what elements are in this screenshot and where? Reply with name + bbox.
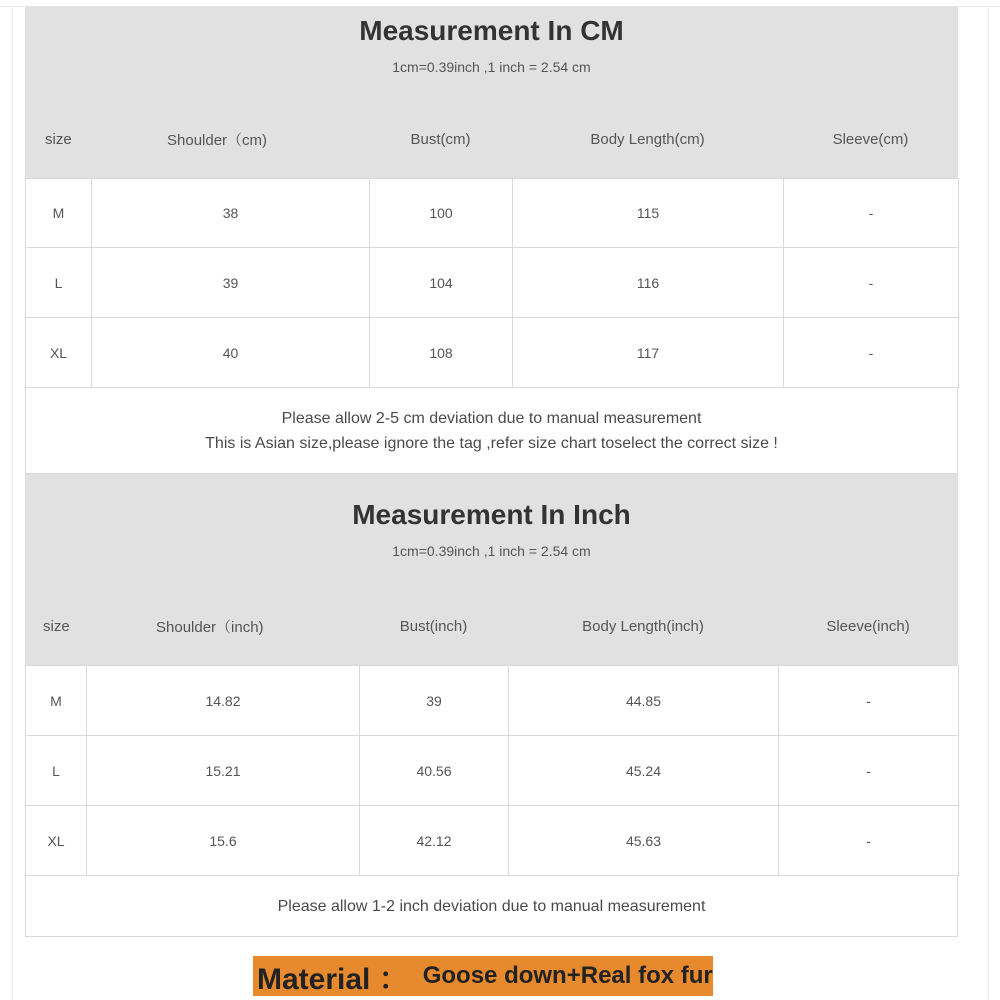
column-header-body-length: Body Length(inch)	[582, 617, 704, 635]
material-banner	[253, 956, 713, 996]
shoulder-cell: 38	[92, 179, 370, 248]
table-row	[26, 179, 959, 248]
sleeve-cell: -	[784, 318, 959, 388]
bust-cell: 104	[370, 248, 513, 318]
bust-cell: 100	[370, 179, 513, 248]
header-row	[25, 604, 958, 648]
table-row	[26, 806, 959, 876]
column-header-sleeve: Sleeve(cm)	[832, 130, 909, 148]
header-row	[25, 117, 958, 161]
body-length-cell: 117	[513, 318, 784, 388]
column-header-sleeve: Sleeve(inch)	[826, 617, 910, 635]
table-row	[26, 318, 959, 388]
body-length-cell: 116	[513, 248, 784, 318]
right-border	[988, 6, 989, 1000]
shoulder-cell: 15.21	[87, 736, 360, 806]
sleeve-cell: -	[784, 248, 959, 318]
left-border	[12, 6, 13, 1000]
inch-size-chart	[25, 474, 958, 937]
column-header-bust: Bust(inch)	[399, 617, 468, 635]
inch-column-headers	[25, 604, 958, 648]
bust-cell: 42.12	[360, 806, 509, 876]
sleeve-cell: -	[784, 179, 959, 248]
column-header-size: size	[43, 617, 70, 635]
size-cell: M	[26, 179, 92, 248]
sleeve-cell: -	[779, 806, 959, 876]
size-cell: L	[26, 736, 87, 806]
shoulder-cell: 39	[92, 248, 370, 318]
table-row	[26, 666, 959, 736]
bust-cell: 39	[360, 666, 509, 736]
column-header-bust: Bust(cm)	[410, 130, 471, 148]
cm-title: Measurement In CM	[359, 15, 624, 46]
table-row	[26, 736, 959, 806]
column-header-body-length: Body Length(cm)	[590, 130, 705, 148]
cm-deviation-note	[25, 388, 958, 474]
size-cell: XL	[26, 806, 87, 876]
body-length-cell: 45.63	[509, 806, 779, 876]
cm-note-line-2: This is Asian size,please ignore the tag ,refer size chart toselect the correct size !	[205, 435, 778, 452]
cm-note-line-1: Please allow 2-5 cm deviation due to manual measurement	[281, 410, 702, 427]
size-cell: L	[26, 248, 92, 318]
bust-cell: 108	[370, 318, 513, 388]
column-header-shoulder: Shoulder（inch)	[156, 618, 264, 636]
inch-note-line-1: Please allow 1-2 inch deviation due to manual measurement	[277, 898, 706, 915]
inch-deviation-note	[25, 876, 958, 937]
sleeve-cell: -	[779, 736, 959, 806]
column-header-size: size	[45, 130, 72, 148]
body-length-cell: 115	[513, 179, 784, 248]
sleeve-cell: -	[779, 666, 959, 736]
table-row	[26, 248, 959, 318]
body-length-cell: 45.24	[509, 736, 779, 806]
shoulder-cell: 40	[92, 318, 370, 388]
inch-table	[25, 665, 959, 876]
size-cell: XL	[26, 318, 92, 388]
shoulder-cell: 15.6	[87, 806, 360, 876]
body-length-cell: 44.85	[509, 666, 779, 736]
cm-size-chart	[25, 7, 958, 474]
material-value: Goose down+Real fox fur	[422, 962, 713, 989]
size-cell: M	[26, 666, 87, 736]
material-label: Material ：	[257, 963, 409, 996]
cm-subtitle: 1cm=0.39inch ,1 inch = 2.54 cm	[392, 59, 591, 75]
bust-cell: 40.56	[360, 736, 509, 806]
column-header-shoulder: Shoulder（cm)	[167, 131, 268, 149]
cm-column-headers	[25, 117, 958, 161]
inch-title: Measurement In Inch	[352, 499, 631, 530]
shoulder-cell: 14.82	[87, 666, 360, 736]
cm-header-area	[25, 7, 958, 178]
cm-table	[25, 178, 959, 388]
inch-header-area	[25, 474, 958, 665]
inch-subtitle: 1cm=0.39inch ,1 inch = 2.54 cm	[392, 543, 591, 559]
